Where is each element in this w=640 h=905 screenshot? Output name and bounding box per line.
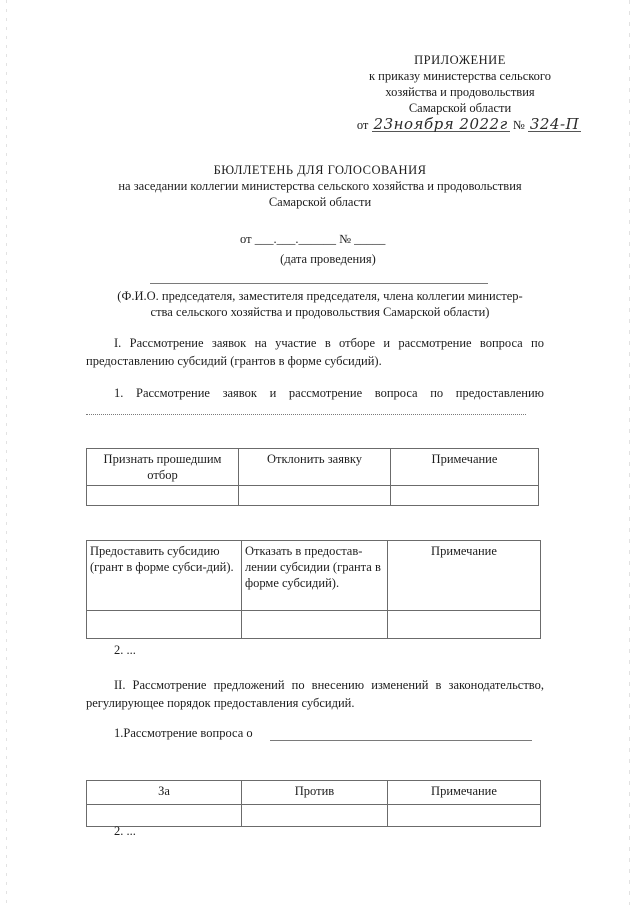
appendix-date-handwritten: 23ноября 2022г	[373, 115, 508, 133]
appendix-title: ПРИЛОЖЕНИЕ	[414, 53, 506, 67]
vote-table	[86, 780, 541, 827]
ballot-header	[70, 162, 570, 210]
appendix-number-handwritten: 324-П	[529, 115, 580, 133]
cell-refuse-subsidy[interactable]	[242, 611, 388, 639]
subsidy-table	[86, 540, 541, 639]
date-prefix: от	[240, 232, 252, 246]
cell-note-2[interactable]	[388, 611, 541, 639]
cell-against[interactable]	[242, 805, 388, 827]
header-grant-subsidy: Предоставить субсидию (грант в форме субси-дий).	[87, 541, 242, 611]
header-note-2: Примечание	[388, 541, 541, 611]
ballot-subtitle-line-1: на заседании коллегии министерства сельского хозяйства и продовольствия	[118, 179, 522, 193]
header-admitted: Признать прошедшим отбор	[87, 449, 239, 486]
scan-edge-right	[629, 0, 630, 905]
cell-admitted[interactable]	[87, 486, 239, 506]
header-refuse-subsidy: Отказать в предостав-лении субсидии (гранта в форме субсидий).	[242, 541, 388, 611]
name-blank-line	[150, 283, 488, 284]
section-2-item-1: 1.Рассмотрение вопроса о	[114, 726, 253, 740]
cell-note-3[interactable]	[388, 805, 541, 827]
section-1-item-1-blank	[86, 414, 526, 415]
person-caption	[70, 288, 570, 320]
selection-table-header-row	[87, 449, 539, 486]
cell-note[interactable]	[391, 486, 539, 506]
subsidy-table-answer-row	[87, 611, 541, 639]
cell-for[interactable]	[87, 805, 242, 827]
section-1-item-1: 1. Рассмотрение заявок и рассмотрение вопроса по предоставлению	[114, 386, 544, 400]
person-caption-line-1: (Ф.И.О. председателя, заместителя председателя, члена коллегии министер-	[117, 289, 523, 303]
subsidy-table-header-row	[87, 541, 541, 611]
date-row	[240, 232, 440, 247]
date-blank: ___.___.______	[254, 232, 336, 246]
date-caption: (дата проведения)	[280, 252, 376, 266]
appendix-number-sign: №	[512, 118, 525, 132]
ballot-title: БЮЛЛЕТЕНЬ ДЛЯ ГОЛОСОВАНИЯ	[213, 163, 427, 177]
section-1-item-2: 2. ...	[114, 643, 136, 657]
person-caption-line-2: ства сельского хозяйства и продовольствия Самарской области)	[150, 305, 490, 319]
appendix-date-row	[300, 117, 620, 133]
selection-table-answer-row	[87, 486, 539, 506]
appendix-block	[300, 52, 620, 133]
vote-table-answer-row	[87, 805, 541, 827]
header-for: За	[87, 781, 242, 805]
cell-reject[interactable]	[239, 486, 391, 506]
appendix-line-1: к приказу министерства сельского	[368, 69, 551, 83]
section-2-item-2: 2. ...	[114, 824, 136, 838]
date-number-sign: №	[339, 232, 351, 246]
appendix-date-prefix: от	[356, 118, 369, 132]
header-note: Примечание	[391, 449, 539, 486]
cell-grant-subsidy[interactable]	[87, 611, 242, 639]
date-number-blank: _____	[354, 232, 386, 246]
selection-table	[86, 448, 539, 506]
header-against: Против	[242, 781, 388, 805]
section-1-heading: I. Рассмотрение заявок на участие в отборе и рассмотрение вопроса по предоставлению субсидий (грантов в форме субсидий).	[86, 336, 544, 368]
scan-edge-left	[6, 0, 7, 905]
appendix-line-3: Самарской области	[408, 101, 512, 115]
section-2-item-1-blank	[270, 740, 532, 741]
appendix-line-2: хозяйства и продовольствия	[385, 85, 535, 99]
header-reject: Отклонить заявку	[239, 449, 391, 486]
section-2-heading: II. Рассмотрение предложений по внесению изменений в законодательство, регулирующее порядок предоставления субсидий.	[86, 678, 544, 710]
header-note-3: Примечание	[388, 781, 541, 805]
vote-table-header-row	[87, 781, 541, 805]
ballot-subtitle-line-2: Самарской области	[268, 195, 372, 209]
